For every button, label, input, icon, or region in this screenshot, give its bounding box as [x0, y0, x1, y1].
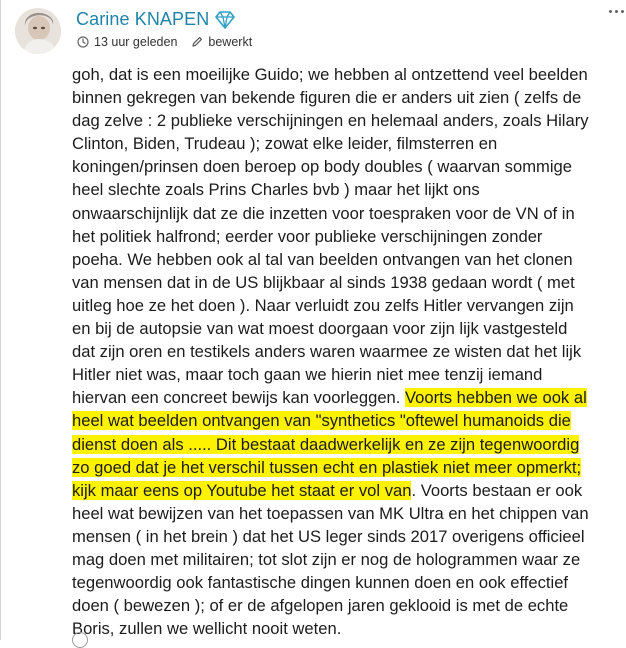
highlighted-text: heel wat beelden ontvangen van "synthetics "oftewel humanoids die [72, 411, 571, 431]
comment-line [72, 479, 626, 502]
comment-line [72, 433, 626, 456]
comment-line [72, 386, 626, 409]
avatar[interactable] [15, 8, 61, 54]
comment-line [72, 340, 626, 363]
comment-text: goh, dat is een moeilijke Guido; we hebben al ontzettend veel beelden [72, 65, 588, 84]
clock-icon [77, 36, 89, 48]
comment-line [72, 271, 626, 294]
comment-text: koningen/prinsen doen beroep op body doubles ( waarvan sommige [72, 157, 572, 177]
highlighted-text: kijk maar eens op Youtube het staat er vol van [72, 480, 412, 500]
comment-line [72, 248, 626, 271]
comment-line [72, 202, 626, 225]
time-ago: 13 uur geleden [94, 35, 178, 49]
reaction-icon[interactable] [72, 632, 88, 648]
comment-line [72, 63, 626, 86]
comment-line [72, 132, 626, 155]
comment-line [72, 86, 626, 109]
comment-text: onwaarschijnlijk dat ze die inzetten voor toespraken voor de VN of in [72, 203, 575, 223]
comment-text: en bij de autopsie van wat moest doorgaan voor zijn lijk vastgesteld [72, 319, 568, 339]
comment-text: van mensen dat in de US blijkbaar al sinds 1938 gedaan wordt ( met [72, 272, 575, 292]
comment-body [72, 63, 626, 640]
comment-line [72, 363, 626, 386]
comment-line [72, 456, 626, 479]
comment-line [72, 317, 626, 340]
author [76, 9, 235, 30]
comment-text: mensen ( in het brein ) dat het US leger sinds 2017 overigens officieel [72, 526, 585, 546]
comment-line [72, 617, 626, 640]
comment-line [72, 502, 626, 525]
comment-text: Clinton, Biden, Trudeau ); zowat elke leider, filmsterren en [72, 134, 498, 154]
comment-line [72, 178, 626, 201]
comment-text: heel slechte zoals Prins Charles bvb ) maar het lijkt ons [72, 180, 480, 200]
comment-line [72, 548, 626, 571]
highlighted-text: Voorts hebben we ook al [405, 388, 587, 408]
comment-line [72, 594, 626, 617]
comment-text: Hitler niet was, maar toch gaan we hierin niet mee tenzij iemand [72, 365, 543, 385]
comment-text: tegenwoordig ook fantastische dingen kunnen doen en ook effectief [72, 573, 569, 593]
comment-text: . Voorts bestaan er ook [411, 480, 583, 500]
edited-label: bewerkt [208, 35, 253, 49]
comment-text: binnen gekregen van bekende figuren die er anders uit zien ( zelfs de [72, 88, 582, 108]
pencil-icon [191, 36, 203, 48]
highlighted-text: zo goed dat je het verschil tussen echt en plastiek niet meer opmerkt; [72, 457, 582, 477]
avatar-photo [15, 8, 61, 54]
comment-text: doen ( bewezen ); of er de afgelopen jaren geklooid is met de echte [72, 596, 569, 616]
comment-line [72, 571, 626, 594]
diamond-icon [215, 11, 235, 29]
comment-line [72, 109, 626, 132]
comment-text: dat zijn oren en testikels anders waren waarmee ze wisten dat het lijk [72, 342, 582, 362]
comment-text: dag zelve : 2 publieke verschijningen en helemaal anders, zoals Hilary [72, 111, 589, 131]
comment-text: uitleg hoe ze het doen ). Naar verluidt zou zelfs Hitler vervangen zijn [72, 295, 574, 315]
author-name[interactable]: Carine KNAPEN [76, 9, 210, 29]
comment-text: heel wat bewijzen van het toepassen van MK Ultra en het chippen van [72, 503, 589, 523]
comment-text: Boris, zullen we wellicht nooit weten. [72, 619, 342, 639]
comment-text: mag doen met militairen; tot slot zijn er nog de hologrammen waar ze [72, 549, 581, 569]
comment-line [72, 409, 626, 432]
post-meta [77, 35, 252, 49]
comment-line [72, 525, 626, 548]
more-icon[interactable] [609, 4, 626, 18]
comment-line [72, 155, 626, 178]
highlighted-text: dienst doen als ..... Dit bestaat daadwerkelijk en ze zijn tegenwoordig [72, 434, 580, 454]
comment-line [72, 294, 626, 317]
comment-line [72, 225, 626, 248]
comment-text: poeha. We hebben ook al tal van beelden ontvangen van het clonen [72, 249, 573, 269]
comment-text: hiervan een concreet bewijs kan voorleggen. [72, 388, 406, 408]
comment-text: het politiek halfrond; eerder voor publieke verschijningen zonder [72, 226, 543, 246]
